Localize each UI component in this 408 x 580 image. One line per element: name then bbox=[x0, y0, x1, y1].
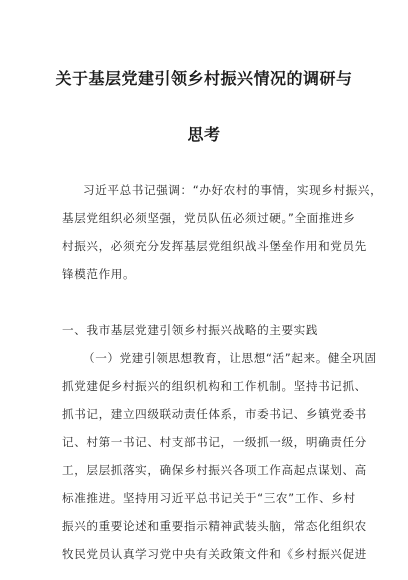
document-title-line-1: 关于基层党建引领乡村振兴情况的调研与 bbox=[55, 69, 353, 88]
section-heading: 一、我市基层党建引领乡村振兴战略的主要实践 bbox=[62, 323, 319, 337]
subsection-line-6: 标准推进。坚持用习近平总书记关于“三农”工作、乡村 bbox=[62, 491, 356, 505]
intro-line-2: 基层党组织必须坚强，党员队伍必须过硬。”全面推进乡 bbox=[62, 211, 356, 225]
intro-line-1: 习近平总书记强调：“办好农村的事情，实现乡村振兴， bbox=[83, 183, 383, 197]
subsection-line-1: （一）党建引领思想教育，让思想“活”起来。健全巩固 bbox=[83, 351, 377, 365]
subsection-line-8: 牧民党员认真学习党中央有关政策文件和《乡村振兴促进 bbox=[62, 547, 367, 561]
subsection-line-7: 振兴的重要论述和重要指示精神武装头脑，常态化组织农 bbox=[62, 519, 367, 533]
subsection-line-2: 抓党建促乡村振兴的组织机构和工作机制。坚持书记抓、 bbox=[62, 379, 367, 393]
intro-line-3: 村振兴，必须充分发挥基层党组织战斗堡垒作用和党员先 bbox=[62, 239, 367, 253]
subsection-line-5: 工，层层抓落实，确保乡村振兴各项工作高起点谋划、高 bbox=[62, 463, 367, 477]
intro-line-4: 锋模范作用。 bbox=[62, 267, 136, 281]
subsection-line-3: 抓书记，建立四级联动责任体系，市委书记、乡镇党委书 bbox=[62, 407, 367, 421]
document-title-line-2: 思考 bbox=[187, 125, 221, 144]
subsection-line-4: 记、村第一书记、村支部书记，一级抓一级，明确责任分 bbox=[62, 435, 367, 449]
